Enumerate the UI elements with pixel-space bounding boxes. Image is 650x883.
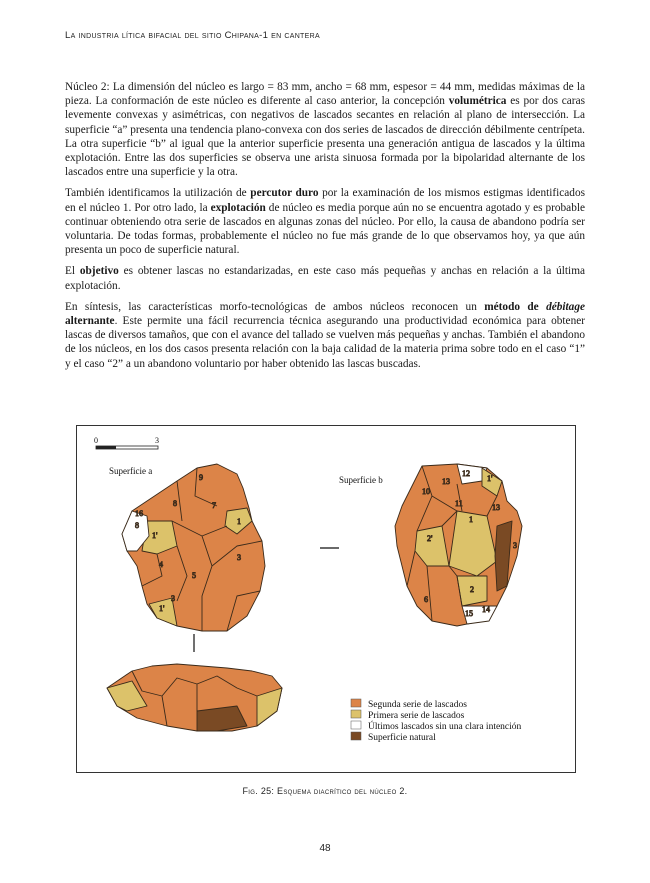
legend-swatch-first-series (351, 710, 361, 718)
profile-view (107, 664, 282, 731)
svg-text:15: 15 (465, 609, 473, 618)
surface-a-label: Superficie a (109, 466, 153, 476)
svg-text:1': 1' (487, 474, 493, 483)
legend-item-second-series (351, 699, 467, 710)
svg-text:9: 9 (199, 473, 203, 482)
svg-text:3: 3 (237, 553, 241, 562)
legend-swatch-last-flakes (351, 721, 361, 729)
svg-text:3: 3 (513, 541, 517, 550)
paragraph-1 (65, 80, 585, 179)
svg-text:6: 6 (424, 595, 428, 604)
body-text (65, 80, 585, 378)
svg-text:2: 2 (470, 585, 474, 594)
text-run: volumétrica (448, 95, 507, 108)
svg-text:1: 1 (237, 517, 241, 526)
svg-text:4: 4 (159, 560, 163, 569)
surface-b-drawing (395, 464, 522, 626)
scale-start-label: 0 (94, 436, 98, 445)
paragraph-2 (65, 186, 585, 257)
legend-item-natural-surface (351, 732, 436, 743)
text-run: de núcleo es media porque aún no se encuentra agotado y es probable continuar obteniendo otra serie de lascados en algunas zonas del núcleo. Por ello, la causa de abandono podría ser voluntaria. De todas formas, probablemente el núcleo no fue más grande de lo que observamos hoy, ya que aún presenta un poco de superficie natural. (65, 201, 585, 257)
svg-text:11: 11 (455, 499, 463, 508)
text-run: es por dos caras levemente convexas y asimétricas, con negativos de lascados secantes en relación al plano de intersección. La superficie “a” presenta una tendencia plano-convexa con dos series de lascados de dirección débilmente centrípeta. La otra superficie “b” al igual que la anterior superficie presenta una generación antigua de lascados y la última explotación. Entre las dos superficies se observa une arista sinuosa formada por la bipolaridad alternante de los lascados entre una superficie y la otra. (65, 95, 585, 179)
legend-swatch-natural-surface (351, 732, 361, 740)
text-run: explotación (210, 201, 266, 214)
svg-text:2': 2' (427, 534, 433, 543)
scale-end-label: 3 (155, 436, 159, 445)
svg-text:3: 3 (171, 594, 175, 603)
page-number: 48 (319, 843, 331, 854)
surface-a-drawing (122, 464, 265, 631)
svg-text:10: 10 (422, 487, 430, 496)
surface-b-natural-surface (495, 521, 512, 591)
svg-text:12: 12 (462, 469, 470, 478)
legend-item-first-series (351, 710, 465, 721)
svg-text:8: 8 (135, 521, 139, 530)
paragraph-4 (65, 300, 585, 371)
running-header: La industria lítica bifacial del sitio Chipana-1 en cantera (65, 30, 320, 41)
legend (351, 699, 522, 743)
svg-text:13: 13 (492, 503, 500, 512)
text-run: También identificamos la utilización de (65, 187, 251, 200)
scale-bar (94, 436, 159, 449)
text-run: es obtener lascas no estandarizadas, en este caso más pequeñas y anchas en relación a la última explotación. (65, 265, 585, 292)
text-run: alternante (65, 315, 115, 328)
text-run: Núcleo 2: La dimensión del núcleo es largo = 83 mm, ancho = 68 mm, espesor = 44 mm, medidas máximas de la pieza. La conformación de este núcleo es diferente al caso anterior, la concepción (65, 81, 585, 108)
svg-text:8: 8 (173, 499, 177, 508)
svg-text:Últimos lascados sin una clara: Últimos lascados sin una clara intención (368, 722, 522, 732)
svg-text:7: 7 (212, 501, 216, 510)
text-run: El (65, 265, 80, 278)
svg-text:1': 1' (159, 604, 165, 613)
surface-b-label: Superficie b (339, 475, 383, 485)
svg-text:16: 16 (135, 509, 143, 518)
diacritic-diagram (77, 426, 575, 772)
svg-text:14: 14 (482, 605, 490, 614)
legend-swatch-second-series (351, 699, 361, 707)
svg-text:Superficie natural: Superficie natural (368, 733, 436, 743)
legend-item-last-flakes (351, 720, 522, 732)
svg-text:1': 1' (152, 531, 158, 540)
text-run: método de (484, 300, 547, 313)
text-run: débitage (546, 300, 585, 313)
paragraph-3 (65, 264, 585, 292)
svg-text:Primera serie de lascados: Primera serie de lascados (368, 711, 465, 721)
svg-text:13: 13 (442, 477, 450, 486)
text-run: . Este permite una fácil recurrencia técnica asegurando una productividad económica para obtener lascas de diversos tamaños, que con el avance del tallado se vuelven más pequeñas y anchas. También el abandono de los núcleos, en los dos casos presenta relación con la baja calidad de la materia prima sobre todo en el caso “1” y el caso “2” a un abandono voluntario por haber obtenido las lascas buscadas. (65, 315, 585, 370)
text-run: percutor duro (250, 187, 319, 200)
text-run: En síntesis, las características morfo-tecnológicas de ambos núcleos reconocen un (65, 300, 485, 313)
svg-text:1: 1 (469, 515, 473, 524)
text-run: por la examinación de los mismos estigmas identificados en el núcleo 1. Por otro lado, la (65, 187, 585, 214)
svg-text:Segunda serie de lascados: Segunda serie de lascados (368, 700, 467, 710)
text-run: objetivo (79, 265, 119, 278)
figure-caption: Fig. 25: Esquema diacrítico del núcleo 2. (242, 786, 408, 796)
figure-frame (76, 425, 576, 773)
svg-text:5: 5 (192, 571, 196, 580)
